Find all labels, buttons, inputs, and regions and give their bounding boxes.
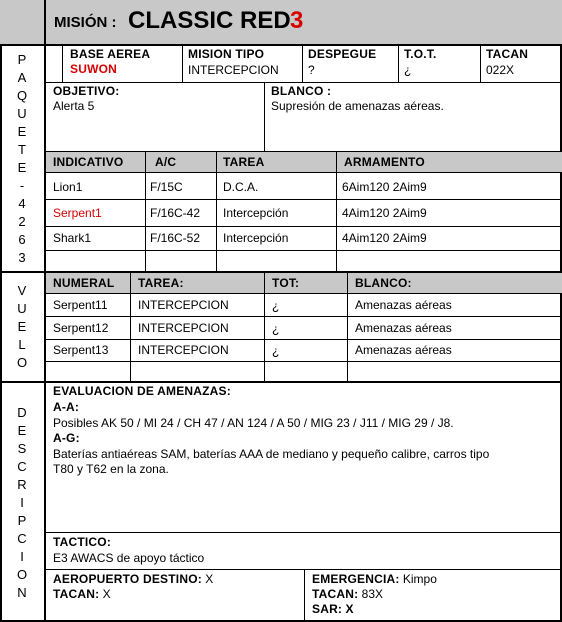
flight-col-line: [336, 151, 337, 271]
flight-row-line: [46, 250, 562, 251]
side-letter: V: [17, 283, 27, 298]
vuelo-cell-blanco: Amenazas aéreas: [355, 321, 452, 335]
flight-cell-indicativo: Serpent1: [53, 206, 102, 220]
flight-cell-ac: F/16C-52: [150, 231, 201, 245]
flight-cell-armamento: 4Aim120 2Aim9: [342, 206, 427, 220]
mision-number: 3: [290, 7, 304, 34]
flight-header-indicativo: INDICATIVO: [53, 155, 124, 169]
info-col-line: [480, 46, 481, 82]
aeropuerto-label: AEROPUERTO DESTINO:: [53, 572, 202, 586]
aa-label: A-A:: [53, 400, 80, 414]
vuelo-cell-blanco: Amenazas aéreas: [355, 298, 452, 312]
side-letter: C: [17, 458, 27, 474]
base-label: BASE AEREA: [70, 47, 151, 61]
blanco-value: Supresión de amenazas aéreas.: [271, 99, 444, 113]
vuelo-row-line: [46, 293, 562, 294]
vuelo-header-numeral: NUMERAL: [53, 276, 115, 290]
info-col-line: [182, 46, 183, 82]
footer-divider: [304, 569, 305, 622]
tacan-emergencia-label: TACAN:: [312, 587, 359, 601]
vuelo-bottom-line: [0, 381, 562, 383]
side-letter: C: [17, 530, 27, 546]
side-letter: E: [17, 123, 27, 139]
side-letter: U: [17, 301, 27, 316]
vuelo-header-tarea: TAREA:: [138, 276, 184, 290]
flight-cell-tarea: D.C.A.: [223, 180, 259, 194]
tacan-destino: [53, 587, 111, 601]
objetivo-divider: [264, 82, 265, 151]
vuelo-cell-numeral: Serpent11: [53, 298, 108, 312]
tactico-label: TACTICO:: [53, 535, 112, 549]
ag-label: A-G:: [53, 431, 80, 445]
side-letter: E: [17, 422, 27, 438]
vuelo-row-line: [46, 316, 562, 317]
flight-row-line: [46, 226, 562, 227]
side-letter: 6: [18, 231, 26, 247]
tacan-emergencia-value: 83X: [361, 587, 384, 601]
tipo-value: INTERCEPCION: [188, 63, 279, 77]
despegue-value: ?: [308, 63, 315, 77]
side-label-descripcion: [0, 383, 44, 622]
blanco-label: BLANCO :: [271, 84, 332, 98]
side-letter: U: [17, 105, 27, 121]
vuelo-cell-blanco: Amenazas aéreas: [355, 343, 452, 357]
side-letter: D: [17, 404, 27, 420]
side-letter: I: [20, 494, 24, 510]
evaluacion-title: EVALUACION DE AMENAZAS:: [53, 384, 231, 398]
aeropuerto-destino: [53, 572, 213, 586]
vuelo-header-tot: TOT:: [272, 276, 300, 290]
tactico-value: E3 AWACS de apoyo táctico: [53, 551, 205, 565]
tipo-label: MISION TIPO: [188, 47, 265, 61]
ag-text-line2: T80 y T62 en la zona.: [53, 462, 169, 476]
side-letter: -: [19, 177, 25, 193]
side-divider: [44, 0, 46, 622]
aa-text: Posibles AK 50 / MI 24 / CH 47 / AN 124 / A 50 / MIG 23 / J11 / MIG 29 / J8.: [53, 416, 454, 430]
emergencia-value: Kimpo: [402, 572, 437, 586]
vuelo-cell-numeral: Serpent13: [53, 343, 109, 357]
side-letter: L: [18, 337, 26, 352]
header-band: [46, 0, 562, 44]
side-letter: E: [17, 319, 27, 334]
side-letter: R: [17, 476, 27, 492]
aeropuerto-value: X: [205, 572, 214, 586]
side-letter: A: [17, 69, 27, 85]
flight-cell-ac: F/15C: [150, 180, 183, 194]
header-bottom-line: [0, 44, 562, 46]
info-col-line: [398, 46, 399, 82]
flight-cell-armamento: 4Aim120 2Aim9: [342, 231, 427, 245]
tacan-emergencia: [312, 587, 383, 601]
flight-header-armamento: ARMAMENTO: [344, 155, 425, 169]
header-corner: [0, 0, 44, 44]
side-letter: O: [16, 566, 28, 582]
side-letter: O: [16, 355, 28, 370]
side-letter: P: [17, 512, 27, 528]
vuelo-header-blanco: BLANCO:: [355, 276, 412, 290]
flight-col-line: [216, 151, 217, 271]
sar-label: SAR:: [312, 602, 343, 616]
mision-name: CLASSIC RED: [128, 7, 291, 34]
flight-col-line: [145, 151, 146, 271]
side-letter: I: [20, 548, 24, 564]
vuelo-cell-tot: ¿: [272, 299, 280, 313]
side-letter: 4: [18, 195, 26, 211]
vuelo-cell-numeral: Serpent12: [53, 321, 109, 335]
objetivo-label: OBJETIVO:: [53, 84, 120, 98]
side-letter: S: [17, 440, 27, 456]
objetivo-value: Alerta 5: [53, 99, 95, 113]
flight-cell-indicativo: Shark1: [53, 231, 92, 245]
sar: [312, 602, 354, 616]
mision-label: MISIÓN :: [54, 14, 117, 31]
tot-value: ¿: [404, 63, 412, 77]
emergencia-label: EMERGENCIA:: [312, 572, 400, 586]
tacan-destino-label: TACAN:: [53, 587, 100, 601]
flight-header-tarea: TAREA: [223, 155, 265, 169]
vuelo-cell-tarea: INTERCEPCION: [138, 321, 229, 335]
side-letter: N: [17, 584, 27, 600]
tot-label: T.O.T.: [404, 47, 437, 61]
tactico-top-line: [46, 532, 562, 533]
vuelo-col-line: [347, 271, 348, 381]
flight-cell-ac: F/16C-42: [150, 206, 201, 220]
side-letter: Q: [16, 87, 28, 103]
vuelo-table-header-bg: [46, 273, 562, 293]
info-col-line: [302, 46, 303, 82]
ag-text-line1: Baterías antiaéreas SAM, baterías AAA de mediano y pequeño calibre, carros tipo: [53, 447, 490, 461]
side-letter: T: [18, 141, 26, 157]
tacan-value: 022X: [486, 63, 515, 77]
sar-value: X: [345, 602, 354, 616]
side-letter: 3: [18, 249, 26, 265]
info-col-line: [62, 46, 63, 82]
flight-cell-indicativo: Lion1: [53, 180, 83, 194]
flight-row-line: [46, 199, 562, 200]
vuelo-row-line: [46, 361, 562, 362]
side-label-paquete: [0, 46, 44, 271]
vuelo-cell-tarea: INTERCEPCION: [138, 343, 229, 357]
emergencia: [312, 572, 437, 586]
flight-header-ac: A/C: [155, 155, 177, 169]
side-letter: 2: [18, 213, 26, 229]
base-value: SUWON: [70, 62, 117, 76]
vuelo-col-line: [264, 271, 265, 381]
info-row-line: [46, 82, 562, 83]
vuelo-col-line: [130, 271, 131, 381]
vuelo-row-line: [46, 339, 562, 340]
flight-cell-tarea: Intercepción: [223, 231, 289, 245]
vuelo-cell-tot: ¿: [272, 344, 280, 358]
vuelo-cell-tot: ¿: [272, 322, 280, 336]
side-letter: E: [17, 159, 27, 175]
side-label-vuelo: [0, 273, 44, 381]
tacan-destino-value: X: [102, 587, 111, 601]
flight-cell-armamento: 6Aim120 2Aim9: [342, 180, 427, 194]
flight-row-line: [46, 172, 562, 173]
side-letter: P: [17, 51, 27, 67]
tacan-label: TACAN: [486, 47, 529, 61]
despegue-label: DESPEGUE: [308, 47, 377, 61]
vuelo-cell-tarea: INTERCEPCION: [138, 298, 229, 312]
flight-cell-tarea: Intercepción: [223, 206, 289, 220]
